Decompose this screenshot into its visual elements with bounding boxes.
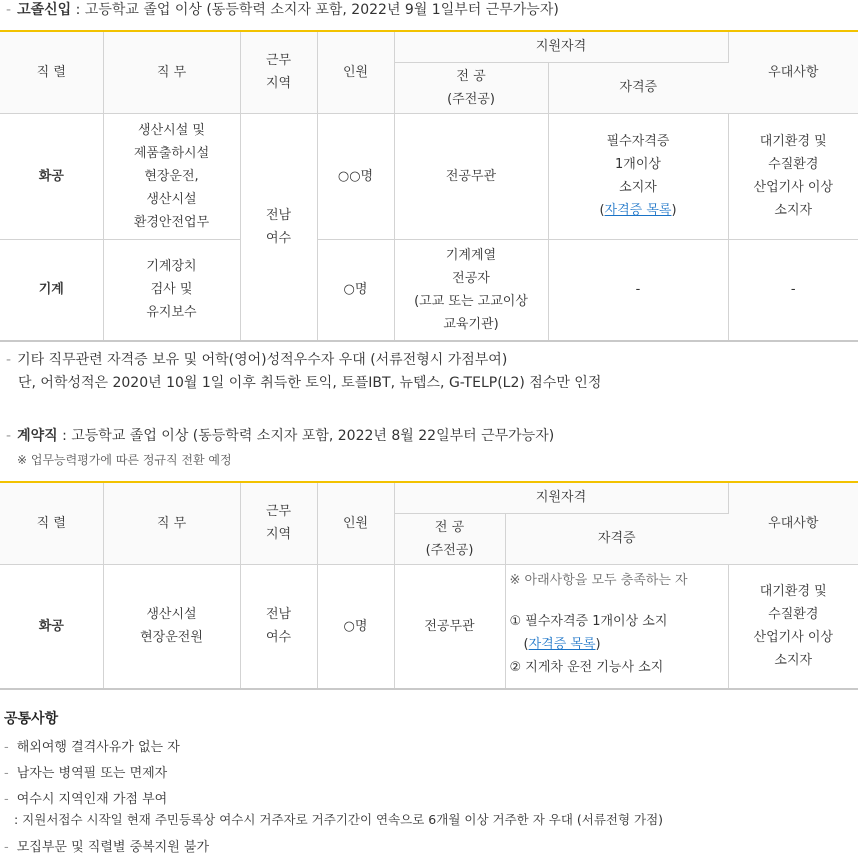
section-title-rest: : 고등학교 졸업 이상 (동등학력 소지자 포함, 2022년 9월 1일부터 근무가능자) <box>71 2 559 18</box>
table-row <box>0 113 858 239</box>
note-line: 단, 어학성적은 2020년 10월 1일 이후 취득한 토익, 토플IBT, 뉴텝스, G-TELP(L2) 점수만 인정 <box>18 375 602 391</box>
section-subnote: ※ 업무능력평가에 따른 정규직 전환 예정 <box>17 453 232 467</box>
list-item: - 남자는 병역필 또는 면제자 <box>4 766 168 781</box>
header-count: 인원 <box>317 31 394 113</box>
recruit-table-contract <box>0 481 858 690</box>
bullet-dash: - <box>6 2 12 18</box>
requirement-note: ※ 아래사항을 모두 충족하는 자 <box>509 572 688 588</box>
certificate-cell: 필수자격증 1개이상 소지자 (자격증 목록) <box>548 113 728 239</box>
count-cell: ○○명 <box>317 113 394 239</box>
major-cell: 기계계열 전공자 (고교 또는 고교이상 교육기관) <box>394 239 548 341</box>
header-duty: 직 무 <box>103 482 240 564</box>
list-item: - 해외여행 결격사유가 없는 자 <box>4 740 180 755</box>
preference-cell: 대기환경 및 수질환경 산업기사 이상 소지자 <box>728 564 858 689</box>
list-item: - 여수시 지역인재 가점 부여 <box>4 792 168 807</box>
list-subitem: : 지원서접수 시작일 현재 주민등록상 여수시 거주자로 거주기간이 연속으로 6개월 이상 거주한 자 우대 (서류전형 가점) <box>14 812 664 827</box>
header-major: 전 공 (주전공) <box>394 513 505 564</box>
requirement-item: ② 지게차 운전 기능사 소지 <box>509 659 664 675</box>
header-certificate: 자격증 <box>505 513 728 564</box>
requirement-item: ① 필수자격증 1개이상 소지 <box>509 613 668 629</box>
section-title-rest: : 고등학교 졸업 이상 (동등학력 소지자 포함, 2022년 8월 22일부터 근무가능자) <box>57 428 555 444</box>
count-cell: ○명 <box>317 239 394 341</box>
region-cell: 전남 여수 <box>240 564 317 689</box>
table-row <box>0 239 858 341</box>
duty-cell: 생산시설 현장운전원 <box>103 564 240 689</box>
header-major: 전 공 (주전공) <box>394 62 548 113</box>
certificate-list-link[interactable]: 자격증 목록 <box>528 636 596 652</box>
section-heading-contract <box>0 426 862 446</box>
recruit-table-new-grad <box>0 30 858 342</box>
rank-cell: 기계 <box>0 239 103 341</box>
major-cell: 전공무관 <box>394 564 505 689</box>
major-cell: 전공무관 <box>394 113 548 239</box>
rank-cell: 화공 <box>0 564 103 689</box>
region-cell: 전남 여수 <box>240 113 317 341</box>
note-line: - 기타 직무관련 자격증 보유 및 어학(영어)성적우수자 우대 (서류전형시 가점부여) <box>6 352 508 368</box>
header-qualification: 지원자격 <box>394 31 728 62</box>
section-heading-new-grad <box>0 0 862 20</box>
table-row <box>0 564 858 689</box>
header-rank: 직 렬 <box>0 31 103 113</box>
section-title-bold: 계약직 <box>17 428 58 444</box>
header-rank: 직 렬 <box>0 482 103 564</box>
duty-cell: 기계장치 검사 및 유지보수 <box>103 239 240 341</box>
header-region: 근무 지역 <box>240 31 317 113</box>
preference-cell: - <box>728 239 858 341</box>
section-title-bold: 고졸신입 <box>17 2 72 18</box>
certificate-cell: - <box>548 239 728 341</box>
header-qualification: 지원자격 <box>394 482 728 513</box>
rank-cell: 화공 <box>0 113 103 239</box>
header-certificate: 자격증 <box>548 62 728 113</box>
preference-cell: 대기환경 및 수질환경 산업기사 이상 소지자 <box>728 113 858 239</box>
certificate-list-link[interactable]: 자격증 목록 <box>604 203 672 218</box>
header-count: 인원 <box>317 482 394 564</box>
header-preference: 우대사항 <box>728 31 858 113</box>
certificate-cell: ※ 아래사항을 모두 충족하는 자 ① 필수자격증 1개이상 소지 (자격증 목록) ② 지게차 운전 기능사 소지 <box>505 564 728 689</box>
count-cell: ○명 <box>317 564 394 689</box>
common-title: 공통사항 <box>4 711 59 727</box>
header-duty: 직 무 <box>103 31 240 113</box>
bullet-dash: - <box>6 428 12 444</box>
header-region: 근무 지역 <box>240 482 317 564</box>
list-item: - 모집부문 및 직렬별 중복지원 불가 <box>4 840 210 855</box>
header-preference: 우대사항 <box>728 482 858 564</box>
duty-cell: 생산시설 및 제품출하시설 현장운전, 생산시설 환경안전업무 <box>103 113 240 239</box>
